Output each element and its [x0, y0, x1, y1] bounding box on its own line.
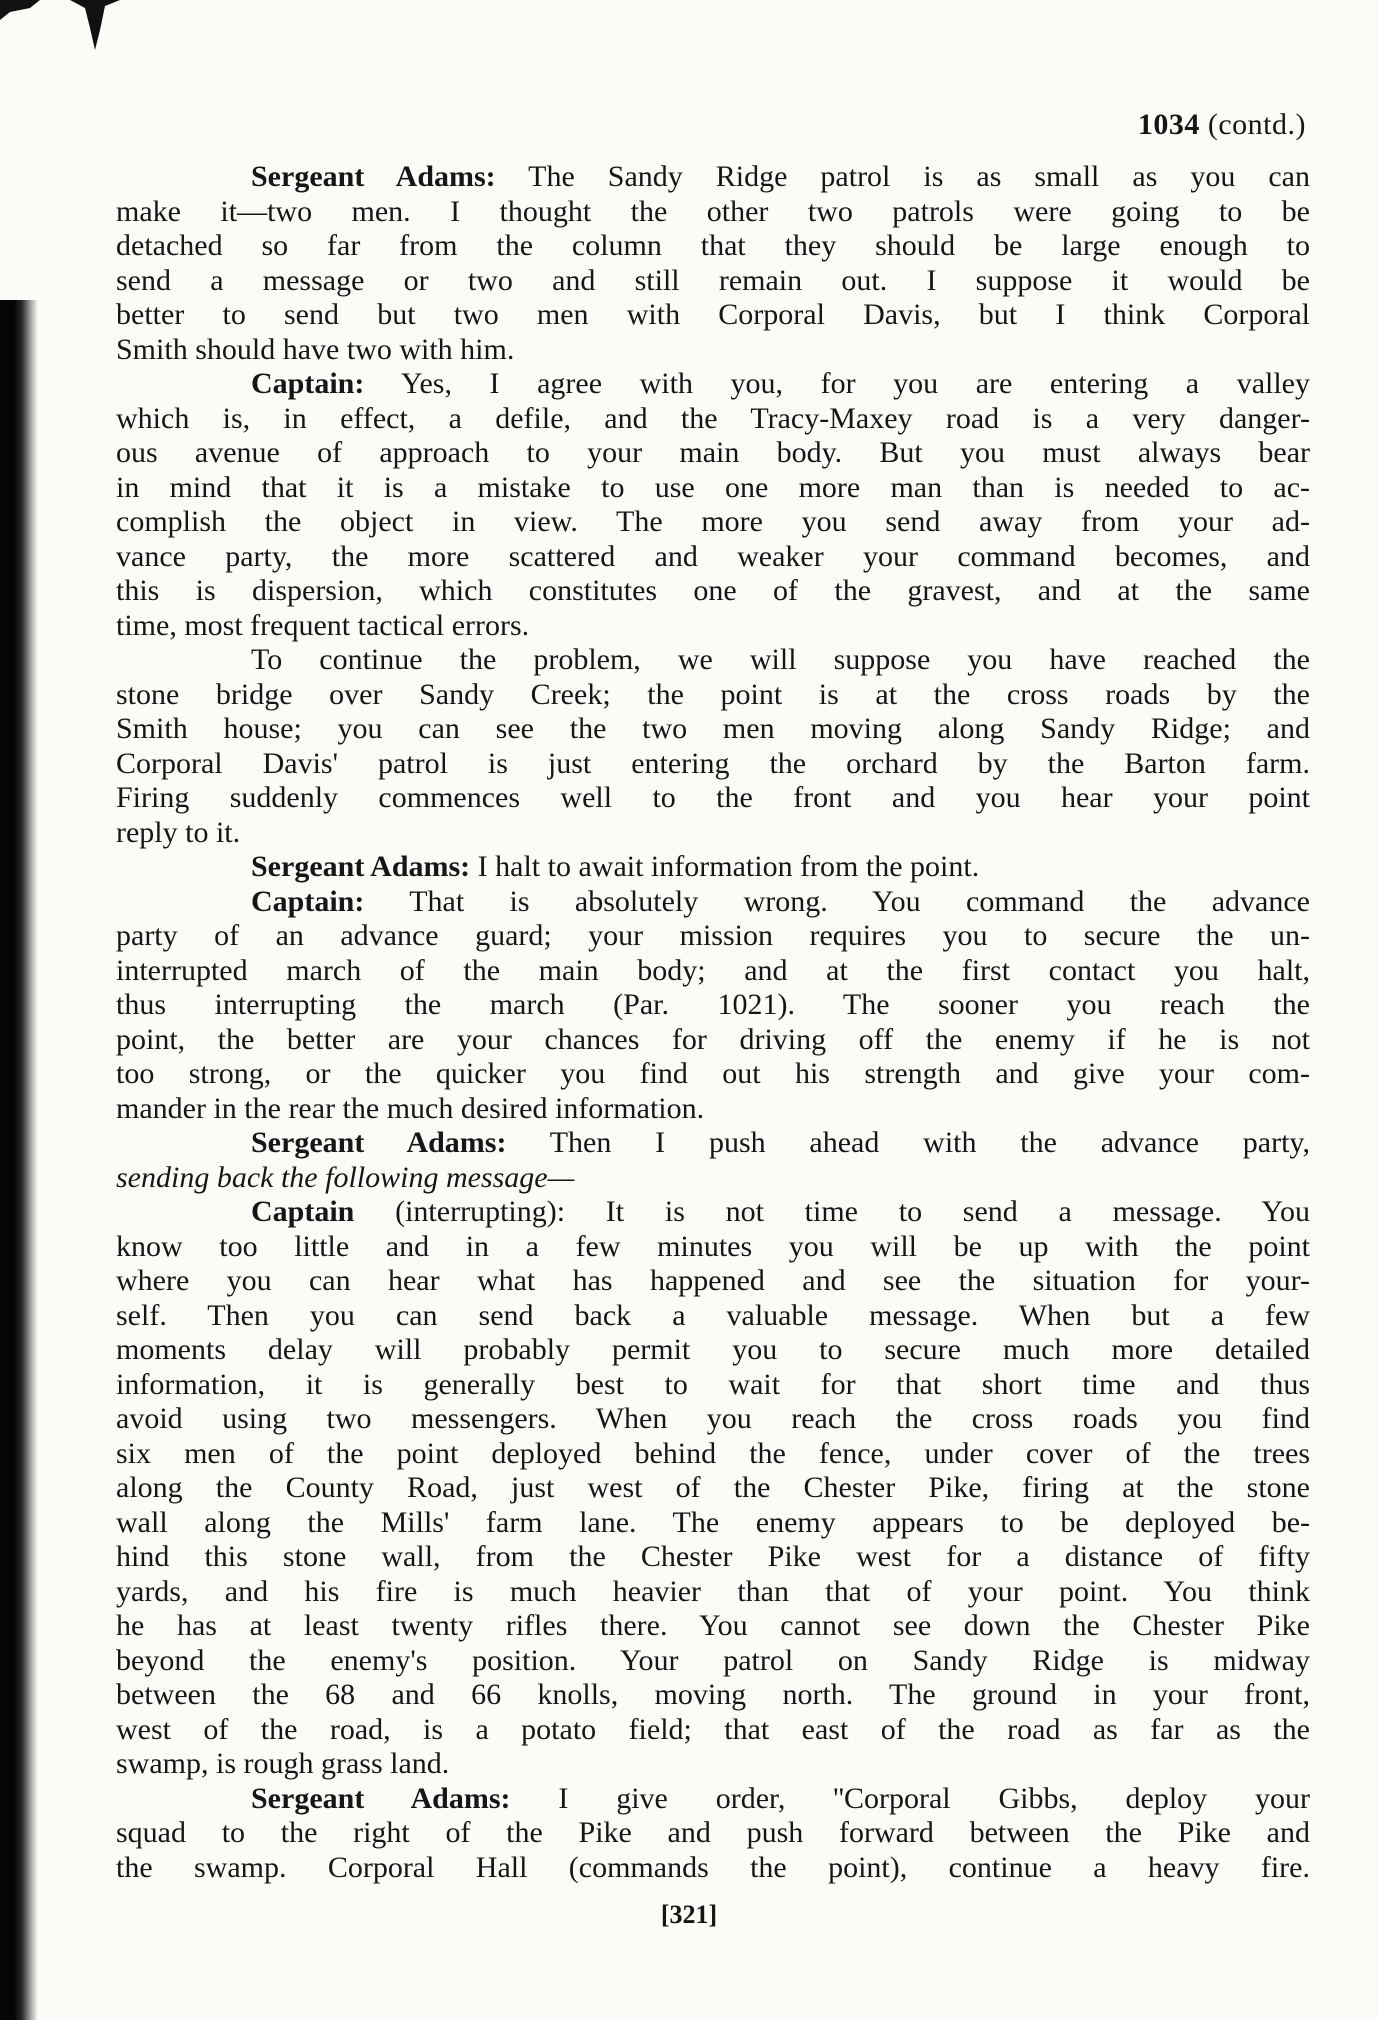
- section-suffix: (contd.): [1207, 108, 1306, 141]
- text-line: [116, 1230, 1310, 1265]
- text-line: [116, 333, 1310, 368]
- speaker-name: Captain:: [251, 367, 365, 400]
- text-line: [116, 367, 1310, 402]
- text-line: [116, 919, 1310, 954]
- text-line: [116, 1023, 1310, 1058]
- text-line: [116, 471, 1310, 506]
- text-line: [116, 1126, 1310, 1161]
- text-line: [116, 264, 1310, 299]
- text-line: [116, 609, 1310, 644]
- line-text: the swamp. Corporal Hall (commands the point), continue a heavy fire.: [116, 1850, 1310, 1884]
- line-text: send a message or two and still remain out. I suppose it would be: [116, 263, 1310, 297]
- line-text: west of the road, is a potato field; that east of the road as far as the: [116, 1712, 1310, 1746]
- text-line: [116, 1816, 1310, 1851]
- line-text: To continue the problem, we will suppose you have reached the: [251, 643, 1310, 676]
- text-line: [116, 781, 1310, 816]
- text-line: [116, 505, 1310, 540]
- text-line: [116, 712, 1310, 747]
- line-text: six men of the point deployed behind the fence, under cover of the trees: [116, 1436, 1310, 1470]
- text-line: [116, 1575, 1310, 1610]
- text-line: [116, 1299, 1310, 1334]
- text-line: [116, 678, 1310, 713]
- line-text: stone bridge over Sandy Creek; the point is at the cross roads by the: [116, 677, 1310, 711]
- dialogue-paragraph: [116, 367, 1310, 643]
- text-line: [116, 1402, 1310, 1437]
- narrative-paragraph: [116, 643, 1310, 850]
- text-line: [116, 436, 1310, 471]
- text-line: [116, 1368, 1310, 1403]
- line-text: wall along the Mills' farm lane. The enemy appears to be deployed be-: [116, 1505, 1310, 1539]
- text-line: [116, 1264, 1310, 1299]
- line-text: this is dispersion, which constitutes one of the gravest, and at the same: [116, 574, 1310, 607]
- line-text: ous avenue of approach to your main body. But you must always bear: [116, 436, 1310, 469]
- dialogue-paragraph: [116, 850, 1310, 885]
- line-text: (interrupting): It is not time to send a message. You: [395, 1195, 1311, 1228]
- line-text: Then I push ahead with the advance party,: [549, 1126, 1310, 1159]
- dialogue-paragraph: [116, 1126, 1310, 1195]
- scan-corner-mark: [0, 0, 120, 60]
- line-text: make it—two men. I thought the other two patrols were going to be: [116, 194, 1310, 228]
- section-number: 1034: [1137, 108, 1200, 141]
- line-text: mander in the rear the much desired information.: [116, 1091, 705, 1125]
- text-line: [116, 816, 1310, 851]
- page-text: [116, 160, 1310, 1885]
- text-line: [116, 195, 1310, 230]
- line-text: Firing suddenly commences well to the front and you hear your point: [116, 781, 1310, 814]
- text-line: [116, 298, 1310, 333]
- text-line: [116, 988, 1310, 1023]
- text-line: [116, 1057, 1310, 1092]
- page-number: [321]: [660, 1900, 718, 1929]
- dialogue-paragraph: [116, 1782, 1310, 1886]
- scan-edge-shadow: [0, 300, 38, 2020]
- text-line: [116, 747, 1310, 782]
- line-text: moments delay will probably permit you to secure much more detailed: [116, 1333, 1310, 1366]
- text-line: [116, 1092, 1310, 1127]
- line-text: Corporal Davis' patrol is just entering the orchard by the Barton farm.: [116, 746, 1310, 780]
- speaker-name: Captain: [251, 1195, 355, 1228]
- line-text: sending back the following message—: [116, 1160, 575, 1194]
- line-text: along the County Road, just west of the Chester Pike, firing at the stone: [116, 1471, 1310, 1504]
- text-line: [116, 574, 1310, 609]
- line-text: squad to the right of the Pike and push forward between the Pike and: [116, 1816, 1310, 1849]
- line-text: between the 68 and 66 knolls, moving north. The ground in your front,: [116, 1678, 1310, 1711]
- text-line: [116, 1644, 1310, 1679]
- line-text: beyond the enemy's position. Your patrol on Sandy Ridge is midway: [116, 1643, 1310, 1677]
- text-line: [116, 229, 1310, 264]
- line-text: know too little and in a few minutes you will be up with the point: [116, 1229, 1310, 1263]
- text-line: [116, 540, 1310, 575]
- line-text: The Sandy Ridge patrol is as small as you can: [528, 160, 1310, 193]
- text-line: [116, 1678, 1310, 1713]
- line-text: I give order, ''Corporal Gibbs, deploy your: [558, 1781, 1310, 1815]
- line-text: party of an advance guard; your mission requires you to secure the un-: [116, 919, 1310, 952]
- text-line: [116, 1195, 1310, 1230]
- speaker-name: Sergeant Adams:: [251, 1126, 507, 1159]
- section-heading: [1138, 108, 1306, 142]
- text-line: [116, 954, 1310, 989]
- line-text: information, it is generally best to wait for that short time and thus: [116, 1367, 1310, 1401]
- line-text: hind this stone wall, from the Chester Pike west for a distance of fifty: [116, 1540, 1310, 1573]
- line-text: self. Then you can send back a valuable message. When but a few: [116, 1298, 1310, 1332]
- line-text: swamp, is rough grass land.: [116, 1747, 450, 1780]
- text-line: [116, 1333, 1310, 1368]
- text-line: [116, 1609, 1310, 1644]
- line-text: where you can hear what has happened and see the situation for your-: [116, 1264, 1310, 1297]
- line-text: detached so far from the column that they should be large enough to: [116, 229, 1310, 262]
- dialogue-paragraph: [116, 885, 1310, 1127]
- speaker-name: Sergeant Adams:: [251, 160, 496, 193]
- line-text: too strong, or the quicker you find out his strength and give your com-: [116, 1057, 1310, 1090]
- dialogue-paragraph: [116, 160, 1310, 367]
- line-text: point, the better are your chances for driving off the enemy if he is not: [116, 1022, 1310, 1056]
- line-text: That is absolutely wrong. You command the advance: [409, 884, 1310, 918]
- line-text: avoid using two messengers. When you reach the cross roads you find: [116, 1402, 1310, 1435]
- speaker-name: Captain:: [251, 884, 365, 918]
- line-text: Smith house; you can see the two men moving along Sandy Ridge; and: [116, 712, 1310, 745]
- text-line: [116, 1471, 1310, 1506]
- speaker-name: Sergeant Adams:: [251, 850, 471, 883]
- line-text: which is, in effect, a defile, and the Tracy-Maxey road is a very danger-: [116, 401, 1310, 435]
- text-line: [116, 1506, 1310, 1541]
- text-line: [116, 1437, 1310, 1472]
- line-text: complish the object in view. The more you send away from your ad-: [116, 505, 1310, 538]
- text-line: [116, 643, 1310, 678]
- line-text: time, most frequent tactical errors.: [116, 608, 530, 642]
- text-line: [116, 1747, 1310, 1782]
- line-text: better to send but two men with Corporal Davis, but I think Corporal: [116, 298, 1310, 331]
- line-text: in mind that it is a mistake to use one more man than is needed to ac-: [116, 470, 1310, 504]
- text-line: [116, 402, 1310, 437]
- text-line: [116, 1161, 1310, 1196]
- line-text: vance party, the more scattered and weaker your command becomes, and: [116, 539, 1310, 573]
- text-line: [116, 160, 1310, 195]
- text-line: [116, 1782, 1310, 1817]
- line-text: interrupted march of the main body; and at the first contact you halt,: [116, 953, 1310, 987]
- line-text: Yes, I agree with you, for you are entering a valley: [400, 367, 1310, 400]
- line-text: yards, and his fire is much heavier than that of your point. You think: [116, 1574, 1310, 1608]
- text-line: [116, 1713, 1310, 1748]
- line-text: he has at least twenty rifles there. You cannot see down the Chester Pike: [116, 1609, 1310, 1642]
- line-text: thus interrupting the march (Par. 1021). The sooner you reach the: [116, 988, 1310, 1021]
- speaker-name: Sergeant Adams:: [251, 1781, 511, 1815]
- text-line: [116, 850, 1310, 885]
- text-line: [116, 1540, 1310, 1575]
- line-text: Smith should have two with him.: [116, 332, 515, 366]
- dialogue-paragraph: [116, 1195, 1310, 1782]
- text-line: [116, 1851, 1310, 1886]
- line-text: I halt to await information from the point.: [477, 850, 980, 883]
- line-text: reply to it.: [116, 815, 241, 849]
- text-line: [116, 885, 1310, 920]
